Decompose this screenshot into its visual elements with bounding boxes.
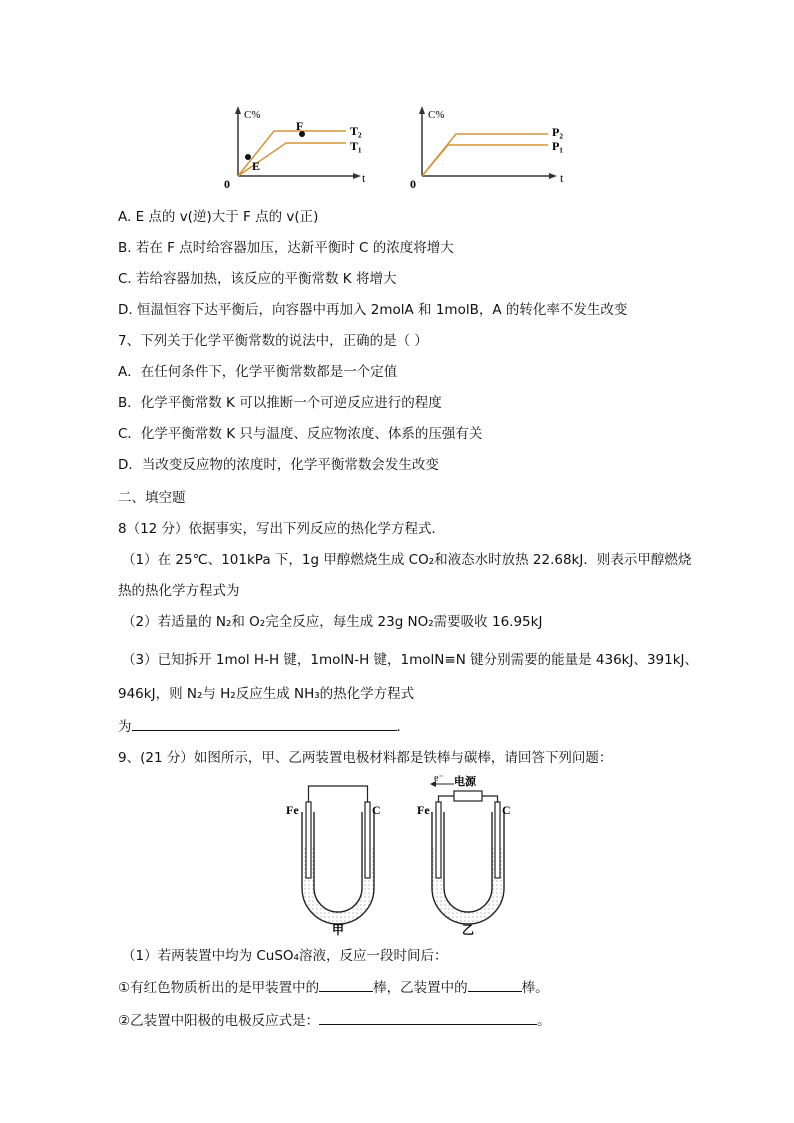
label-p2: P₂ bbox=[552, 125, 563, 139]
label-fe-jia: Fe bbox=[286, 803, 299, 817]
curve-p2 bbox=[422, 134, 548, 176]
q8-part3-prefix: 为 bbox=[118, 719, 132, 735]
y-axis-arrow bbox=[419, 106, 425, 114]
q9-part1-b bbox=[118, 1010, 551, 1031]
label-t1: T₁ bbox=[350, 139, 362, 153]
y-axis-arrow bbox=[235, 106, 241, 114]
graph-temperature bbox=[222, 104, 372, 190]
graph-pressure bbox=[408, 104, 578, 190]
label-e: E bbox=[252, 159, 261, 173]
electrode-c-yi bbox=[495, 802, 500, 878]
q8-part1-line2: 热的热化学方程式为 bbox=[118, 583, 240, 599]
answer-blank[interactable] bbox=[132, 716, 397, 731]
q7-option-b: B．化学平衡常数 K 可以推断一个可逆反应进行的程度 bbox=[118, 395, 442, 411]
wire-yi-right bbox=[482, 796, 498, 802]
label-c-jia: C bbox=[372, 803, 381, 817]
electrode-c-jia bbox=[365, 802, 370, 878]
caption-yi: 乙 bbox=[462, 923, 475, 937]
x-axis-arrow bbox=[549, 173, 557, 179]
q9-part1-a bbox=[118, 977, 549, 998]
answer-blank[interactable] bbox=[468, 977, 522, 992]
origin-label: 0 bbox=[410, 177, 416, 190]
q8-stem: 8（12 分）依据事实，写出下列反应的热化学方程式． bbox=[118, 521, 446, 537]
electrode-fe-yi bbox=[436, 802, 441, 878]
electrode-fe-jia bbox=[306, 802, 311, 878]
q6-option-b: B. 若在 F 点时给容器加压，达新平衡时 C 的浓度将增大 bbox=[118, 240, 454, 256]
q7-option-c: C．化学平衡常数 K 只与温度、反应物浓度、体系的压强有关 bbox=[118, 426, 483, 442]
q9-part1-a-suffix: 棒。 bbox=[521, 980, 549, 996]
xlabel: t bbox=[560, 171, 564, 185]
electrolysis-apparatus bbox=[284, 772, 514, 938]
section-heading: 二、填空题 bbox=[118, 490, 186, 506]
q9-part1-b-prefix: ②乙装置中阳极的电极反应式是： bbox=[118, 1013, 320, 1029]
label-power-source: 电源 bbox=[454, 776, 476, 788]
power-source-box bbox=[454, 791, 482, 801]
q7-option-d: D．当改变反应物的浓度时，化学平衡常数会发生改变 bbox=[118, 457, 439, 473]
q6-option-d: D. 恒温恒容下达平衡后，向容器中再加入 2molA 和 1molB，A 的转化率不发生改变 bbox=[118, 302, 628, 318]
x-axis-arrow bbox=[353, 173, 361, 179]
answer-blank[interactable] bbox=[319, 1010, 537, 1025]
q8-part3-line1: （3）已知拆开 1mol H-H 键，1molN-H 键，1molN≡N 键分别需要的能量是 436kJ、391kJ、 bbox=[122, 652, 699, 668]
label-f: F bbox=[296, 119, 304, 133]
label-electron: e⁻ bbox=[434, 773, 444, 784]
ylabel: C% bbox=[244, 109, 261, 121]
label-t2: T₂ bbox=[350, 124, 362, 138]
answer-blank[interactable] bbox=[319, 977, 373, 992]
q6-option-c: C. 若给容器加热，该反应的平衡常数 K 将增大 bbox=[118, 271, 397, 287]
q7-option-a: A．在任何条件下，化学平衡常数都是一个定值 bbox=[118, 364, 398, 380]
xlabel: t bbox=[362, 171, 366, 185]
q6-option-a: A. E 点的 v(逆)大于 F 点的 v(正) bbox=[118, 209, 319, 225]
label-p1: P₁ bbox=[552, 139, 563, 153]
label-c-yi: C bbox=[502, 803, 511, 817]
curve-p1 bbox=[422, 145, 548, 176]
q8-part2: （2）若适量的 N₂和 O₂完全反应，每生成 23g NO₂需要吸收 16.95kJ bbox=[122, 614, 543, 630]
q9-part1-a-prefix: ①有红色物质析出的是甲装置中的 bbox=[118, 980, 320, 996]
q9-part1-a-middle: 棒，乙装置中的 bbox=[373, 980, 468, 996]
wire-jia bbox=[309, 786, 368, 802]
q8-part1-line1: （1）在 25℃、101kPa 下，1g 甲醇燃烧生成 CO₂和液态水时放热 22.68kJ．则表示甲醇燃烧 bbox=[122, 552, 692, 568]
q9-stem: 9、(21 分）如图所示，甲、乙两装置电极材料都是铁棒与碳棒，请回答下列问题： bbox=[118, 750, 613, 766]
q8-part3-line3 bbox=[118, 716, 410, 737]
q8-part3-line2: 946kJ，则 N₂与 H₂反应生成 NH₃的热化学方程式 bbox=[118, 686, 415, 702]
label-fe-yi: Fe bbox=[417, 803, 430, 817]
u-tube-yi bbox=[432, 812, 504, 924]
point-e bbox=[245, 154, 251, 160]
origin-label: 0 bbox=[224, 177, 230, 190]
q8-part3-suffix: ． bbox=[396, 719, 410, 735]
q9-part1-stem: （1）若两装置中均为 CuSO₄溶液，反应一段时间后： bbox=[122, 948, 448, 964]
u-tube-jia bbox=[302, 812, 374, 924]
ylabel: C% bbox=[428, 109, 445, 121]
q9-part1-b-suffix: 。 bbox=[537, 1013, 551, 1029]
caption-jia: 甲 bbox=[332, 923, 345, 937]
wire-yi bbox=[439, 796, 455, 802]
q7-stem: 7、下列关于化学平衡常数的说法中，正确的是（ ） bbox=[118, 333, 428, 349]
